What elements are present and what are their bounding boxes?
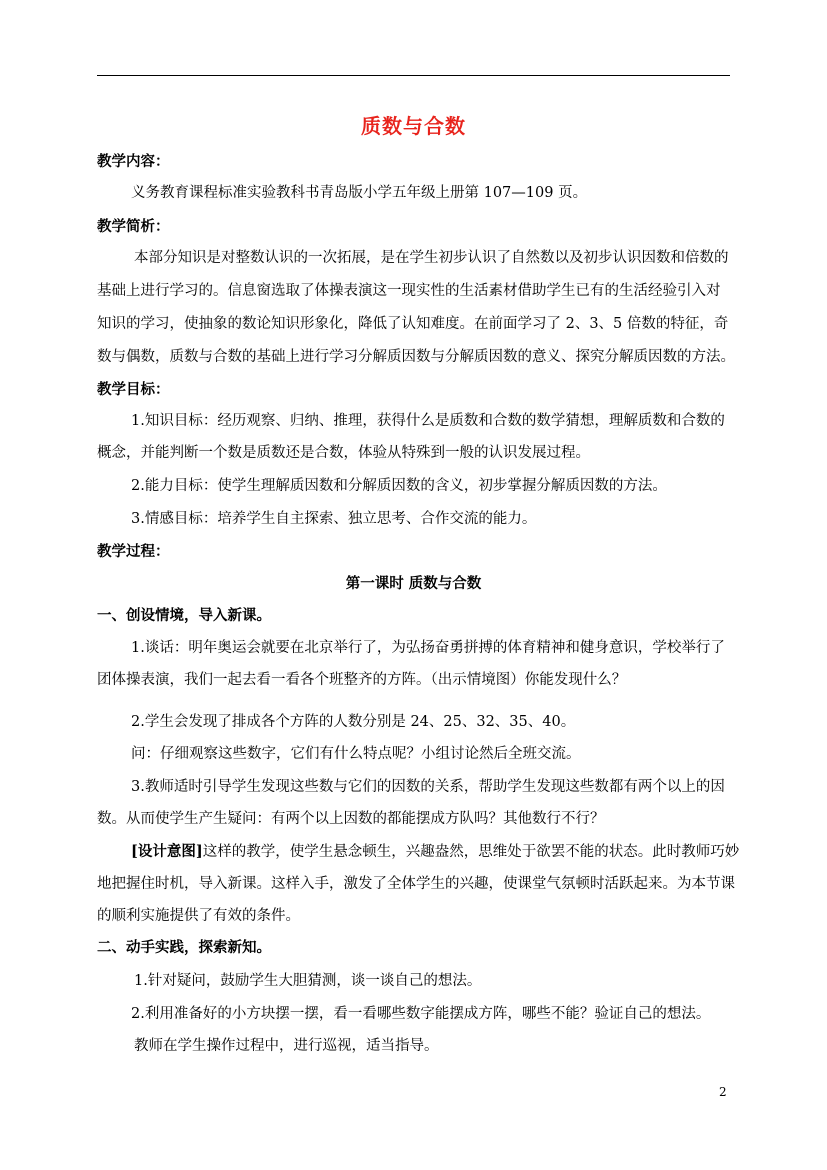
paragraph-line: 1.针对疑问，鼓励学生大胆猜测，谈一谈自己的想法。	[134, 973, 482, 989]
heading-teaching-goals: 教学目标：	[97, 381, 170, 398]
paragraph-line: 2.学生会发现了排成各个方阵的人数分别是 24、25、32、35、40。	[131, 714, 576, 730]
paragraph-line: 团体操表演，我们一起去看一看各个班整齐的方阵。（出示情境图）你能发现什么？	[97, 672, 627, 688]
paragraph-line: 1.谈话：明年奥运会就要在北京举行了，为弘扬奋勇拼搏的体育精神和健身意识，学校举行了	[131, 640, 725, 656]
paragraph-line: 义务教育课程标准实验教科书青岛版小学五年级上册第 107—109 页。	[131, 185, 588, 201]
paragraph-line: 数与偶数，质数与合数的基础上进行学习分解质因数与分解质因数的意义、探究分解质因数的方法。	[97, 349, 735, 365]
section-heading-2: 二、动手实践，探索新知。	[97, 939, 271, 956]
paragraph-line: 1.知识目标：经历观察、归纳、推理，获得什么是质数和合数的数学猜想，理解质数和合数的	[131, 413, 725, 429]
paragraph-line: 教师在学生操作过程中，进行巡视，适当指导。	[134, 1038, 439, 1054]
paragraph-line: 概念，并能判断一个数是质数还是合数，体验从特殊到一般的认识发展过程。	[97, 445, 590, 461]
lesson-subtitle: 第一课时 质数与合数	[345, 575, 482, 592]
paragraph-line: 的顺利实施提供了有效的条件。	[97, 908, 300, 924]
paragraph-line: 地把握住时机，导入新课。这样入手，激发了全体学生的兴趣，使课堂气氛顿时活跃起来。为本节课	[97, 876, 735, 892]
page-number: 2	[719, 1085, 727, 1099]
paragraph-line: 问：仔细观察这些数字，它们有什么特点呢？小组讨论然后全班交流。	[131, 746, 581, 762]
paragraph-line: 基础上进行学习的。信息窗选取了体操表演这一现实性的生活素材借助学生已有的生活经验引入对	[97, 283, 721, 299]
paragraph-line: 这样的教学，使学生悬念顿生，兴趣盎然，思维处于欲罢不能的状态。此时教师巧妙	[202, 844, 740, 860]
paragraph-line: 2.能力目标：使学生理解质因数和分解质因数的含义，初步掌握分解质因数的方法。	[131, 478, 667, 494]
heading-teaching-content: 教学内容：	[97, 153, 170, 170]
paragraph-line: 知识的学习，使抽象的数论知识形象化，降低了认知难度。在前面学习了 2、3、5 倍数的特征，奇	[97, 316, 729, 332]
document-title: 质数与合数	[361, 114, 466, 138]
paragraph-line: 本部分知识是对整数认识的一次拓展，是在学生初步认识了自然数以及初步认识因数和倍数的	[134, 250, 729, 266]
paragraph-line: 3.教师适时引导学生发现这些数与它们的因数的关系，帮助学生发现这些数都有两个以上的因	[131, 779, 725, 795]
paragraph-line: 3.情感目标：培养学生自主探索、独立思考、合作交流的能力。	[131, 511, 537, 527]
paragraph-line: 数。从而使学生产生疑问：有两个以上因数的都能摆成方队吗？其他数行不行？	[97, 811, 605, 827]
heading-teaching-process: 教学过程：	[97, 543, 170, 560]
section-heading-1: 一、创设情境，导入新课。	[97, 607, 271, 624]
design-intent-paragraph	[131, 842, 739, 862]
design-intent-label: [设计意图]	[131, 843, 203, 860]
paragraph-line: 2.利用准备好的小方块摆一摆，看一看哪些数字能摆成方阵，哪些不能？验证自己的想法。	[131, 1006, 711, 1022]
header-rule	[97, 75, 730, 76]
heading-teaching-analysis: 教学简析：	[97, 218, 170, 235]
